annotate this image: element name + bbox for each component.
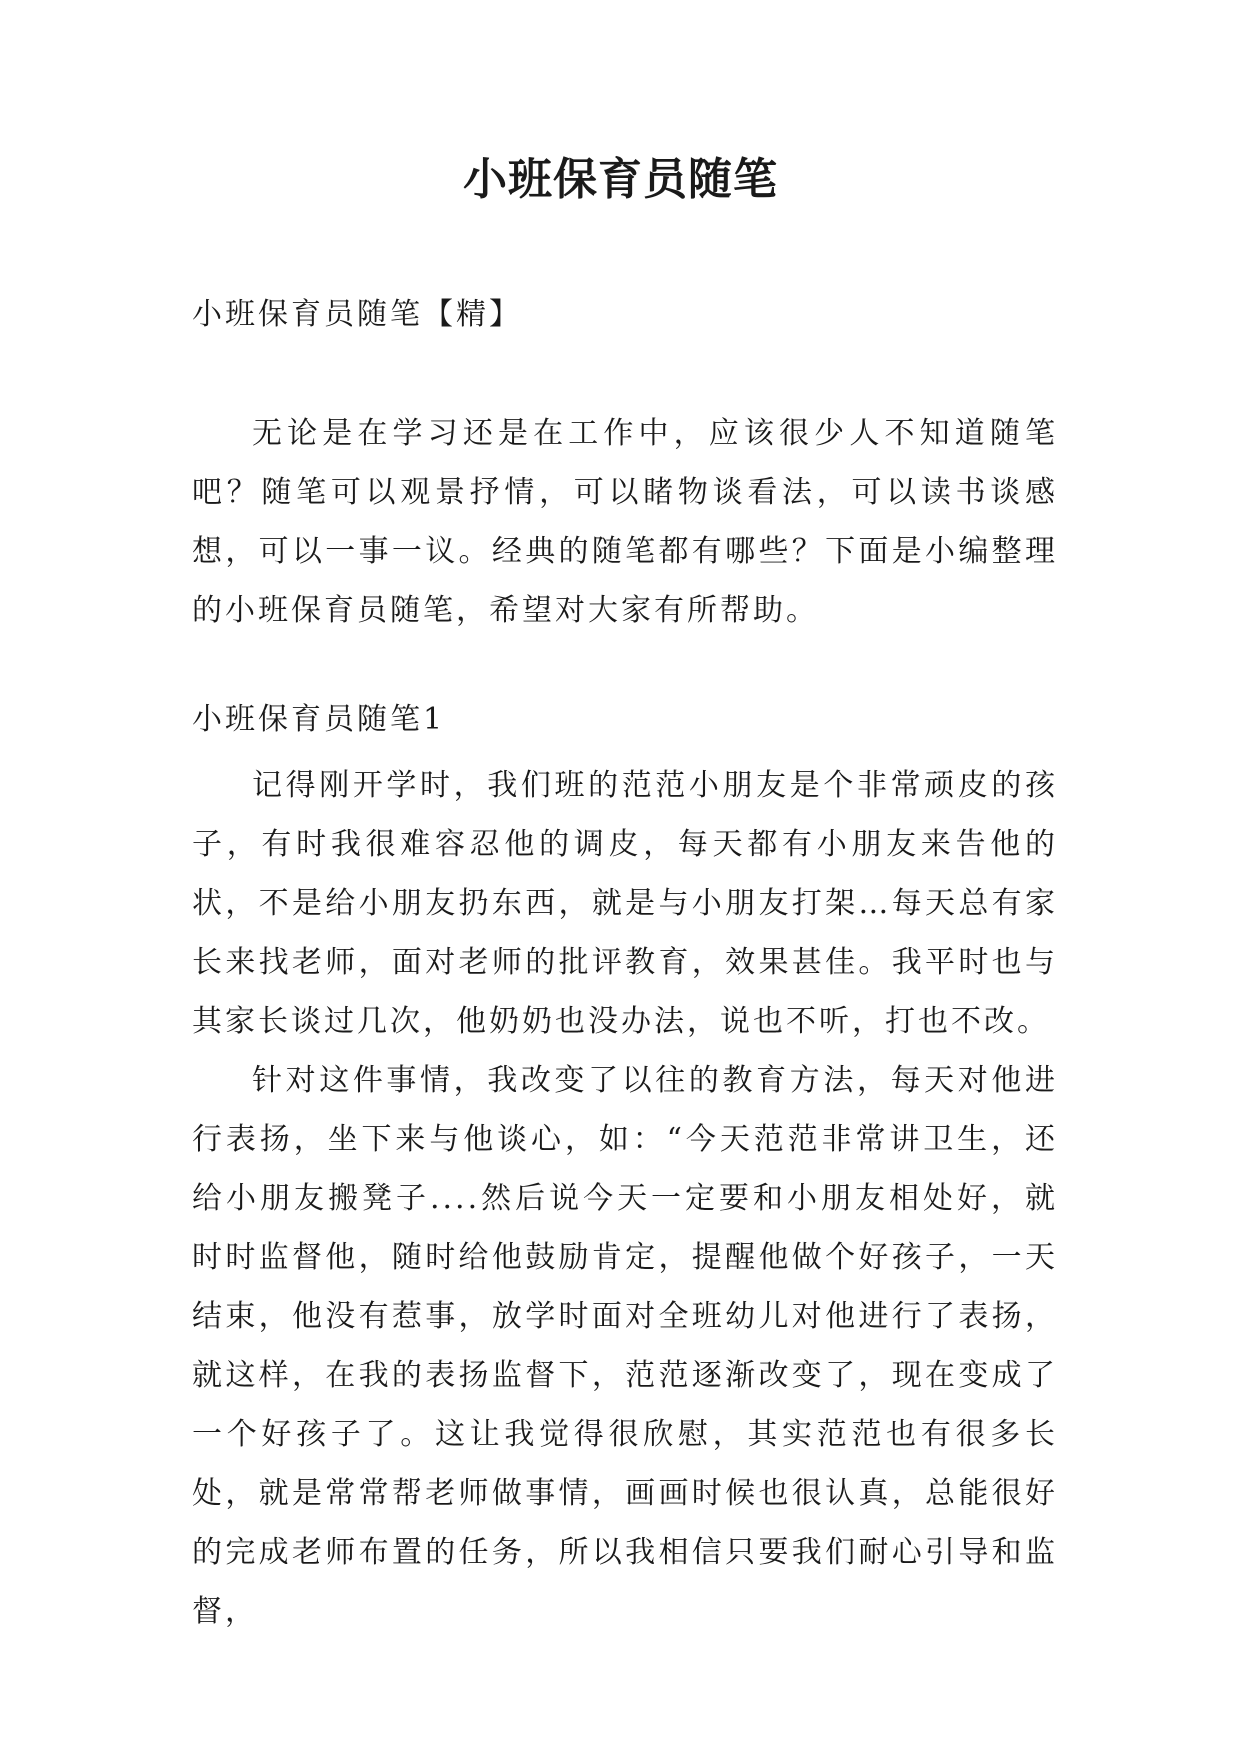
intro-paragraph: 无论是在学习还是在工作中，应该很少人不知道随笔吧？随笔可以观景抒情，可以睹物谈看法，可以读书谈感想，可以一事一议。经典的随笔都有哪些？下面是小编整理的小班保育员随笔，希望对大家有所帮助。 bbox=[192, 416, 1058, 628]
section-body bbox=[192, 756, 1058, 1641]
section-heading: 小班保育员随笔1 bbox=[192, 702, 446, 737]
document-subtitle: 小班保育员随笔【精】 bbox=[192, 297, 522, 332]
body-paragraph-1: 记得刚开学时，我们班的范范小朋友是个非常顽皮的孩子，有时我很难容忍他的调皮，每天都有小朋友来告他的状，不是给小朋友扔东西，就是与小朋友打架…每天总有家长来找老师，面对老师的批评教育，效果甚佳。我平时也与其家长谈过几次，他奶奶也没办法，说也不听，打也不改。 bbox=[192, 768, 1058, 1039]
document-title: 小班保育员随笔 bbox=[463, 154, 778, 205]
body-paragraph-2: 针对这件事情，我改变了以往的教育方法，每天对他进行表扬，坐下来与他谈心，如：“今天范范非常讲卫生，还给小朋友搬凳子....然后说今天一定要和小朋友相处好，就时时监督他，随时给他鼓励肯定，提醒他做个好孩子，一天结束，他没有惹事，放学时面对全班幼儿对他进行了表扬，就这样，在我的表扬监督下，范范逐渐改变了，现在变成了一个好孩子了。这让我觉得很欣慰，其实范范也有很多长处，就是常常帮老师做事情，画画时候也很认真，总能很好的完成老师布置的任务，所以我相信只要我们耐心引导和监督， bbox=[192, 1063, 1058, 1629]
